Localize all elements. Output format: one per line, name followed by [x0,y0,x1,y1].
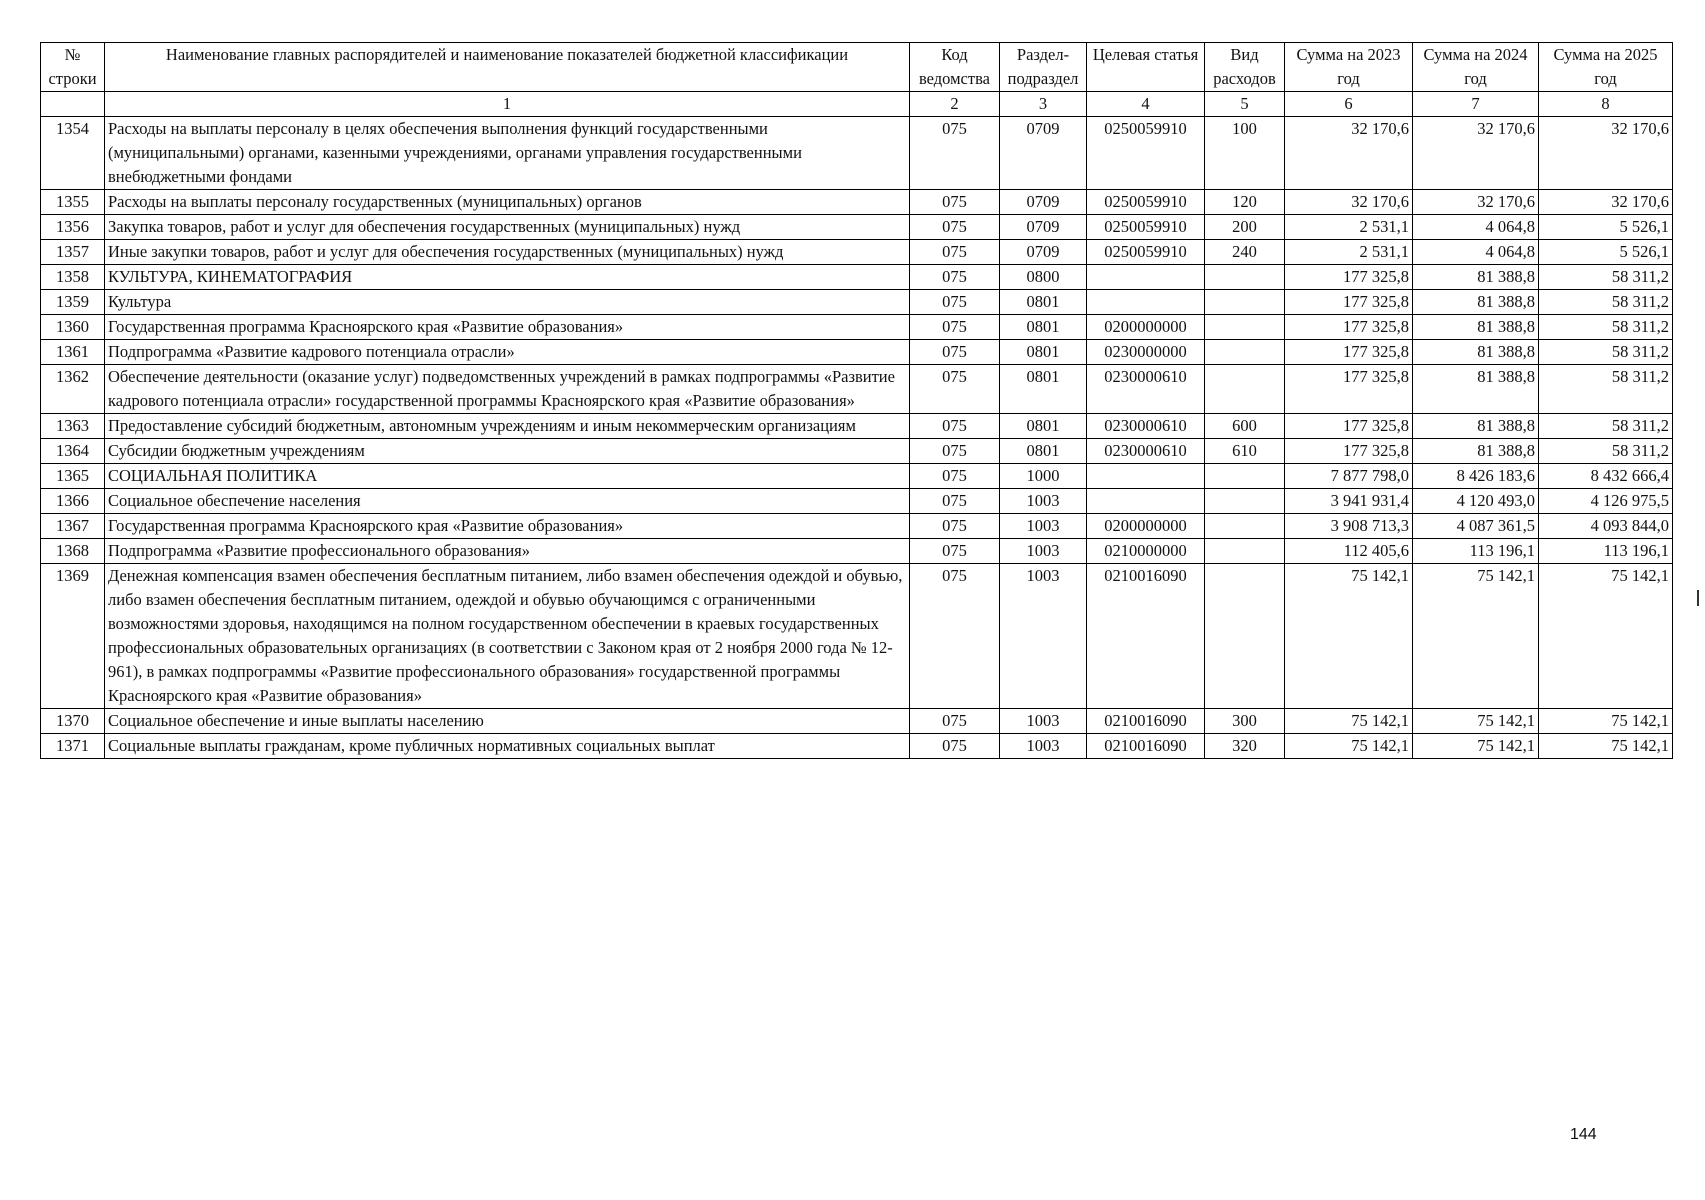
target-cell [1087,464,1205,489]
dept-code-cell: 075 [910,489,1000,514]
budget-table [40,42,1673,759]
row-name-cell: Культура [105,290,910,315]
section-cell: 0709 [1000,215,1087,240]
sum-2023-cell: 7 877 798,0 [1285,464,1413,489]
row-number-cell: 1355 [41,190,105,215]
sum-2024-cell: 4 087 361,5 [1413,514,1539,539]
row-number-cell: 1357 [41,240,105,265]
sum-2025-cell: 75 142,1 [1539,709,1673,734]
expense-type-cell [1205,564,1285,709]
table-row [41,709,1673,734]
sum-2024-cell: 113 196,1 [1413,539,1539,564]
dept-code-cell: 075 [910,414,1000,439]
section-cell: 1003 [1000,564,1087,709]
dept-code-cell: 075 [910,539,1000,564]
table-row [41,290,1673,315]
sum-2024-cell: 81 388,8 [1413,315,1539,340]
row-name-cell: Подпрограмма «Развитие кадрового потенциала отрасли» [105,340,910,365]
expense-type-cell [1205,265,1285,290]
section-cell: 1003 [1000,539,1087,564]
row-number-cell: 1358 [41,265,105,290]
sum-2025-cell: 4 093 844,0 [1539,514,1673,539]
table-row [41,489,1673,514]
target-cell: 0210000000 [1087,539,1205,564]
row-number-cell: 1356 [41,215,105,240]
sum-2023-cell: 177 325,8 [1285,365,1413,414]
dept-code-cell: 075 [910,514,1000,539]
dept-code-cell: 075 [910,734,1000,759]
dept-code-cell: 075 [910,564,1000,709]
row-number-cell: 1354 [41,117,105,190]
sum-2025-cell: 58 311,2 [1539,414,1673,439]
table-row [41,539,1673,564]
column-number-row [41,92,1673,117]
dept-code-cell: 075 [910,340,1000,365]
expense-type-cell [1205,464,1285,489]
expense-type-cell: 120 [1205,190,1285,215]
table-row [41,240,1673,265]
row-number-cell: 1368 [41,539,105,564]
sum-2023-cell: 112 405,6 [1285,539,1413,564]
row-name-cell: Социальное обеспечение населения [105,489,910,514]
section-cell: 0709 [1000,190,1087,215]
sum-2024-cell: 8 426 183,6 [1413,464,1539,489]
target-cell [1087,489,1205,514]
dept-code-cell: 075 [910,315,1000,340]
header-sum-2025: Сумма на 2025 год [1539,43,1673,92]
expense-type-cell: 320 [1205,734,1285,759]
target-cell: 0200000000 [1087,514,1205,539]
target-cell [1087,265,1205,290]
section-cell: 0801 [1000,290,1087,315]
sum-2024-cell: 81 388,8 [1413,265,1539,290]
sum-2023-cell: 2 531,1 [1285,215,1413,240]
target-cell: 0210016090 [1087,564,1205,709]
row-number-cell: 1371 [41,734,105,759]
table-row [41,439,1673,464]
row-name-cell: КУЛЬТУРА, КИНЕМАТОГРАФИЯ [105,265,910,290]
row-name-cell: Иные закупки товаров, работ и услуг для обеспечения государственных (муниципальных) нужд [105,240,910,265]
expense-type-cell [1205,539,1285,564]
row-number-cell: 1364 [41,439,105,464]
row-name-cell: Социальные выплаты гражданам, кроме публичных нормативных социальных выплат [105,734,910,759]
dept-code-cell: 075 [910,290,1000,315]
table-row [41,734,1673,759]
dept-code-cell: 075 [910,709,1000,734]
margin-mark [1697,590,1699,606]
row-number-cell: 1361 [41,340,105,365]
sum-2025-cell: 58 311,2 [1539,439,1673,464]
sum-2023-cell: 177 325,8 [1285,315,1413,340]
section-cell: 0801 [1000,439,1087,464]
target-cell: 0250059910 [1087,190,1205,215]
target-cell: 0210016090 [1087,734,1205,759]
table-body [41,117,1673,759]
sum-2024-cell: 81 388,8 [1413,414,1539,439]
sum-2025-cell: 8 432 666,4 [1539,464,1673,489]
section-cell: 0801 [1000,414,1087,439]
dept-code-cell: 075 [910,265,1000,290]
sum-2025-cell: 58 311,2 [1539,315,1673,340]
column-number: 7 [1413,92,1539,117]
column-number [41,92,105,117]
table-row [41,464,1673,489]
section-cell: 0709 [1000,117,1087,190]
sum-2024-cell: 75 142,1 [1413,709,1539,734]
table-row [41,117,1673,190]
dept-code-cell: 075 [910,215,1000,240]
sum-2024-cell: 81 388,8 [1413,290,1539,315]
dept-code-cell: 075 [910,190,1000,215]
section-cell: 1003 [1000,514,1087,539]
table-row [41,564,1673,709]
sum-2025-cell: 75 142,1 [1539,734,1673,759]
section-cell: 1003 [1000,709,1087,734]
header-expense-type: Вид расходов [1205,43,1285,92]
row-name-cell: Денежная компенсация взамен обеспечения бесплатным питанием, либо взамен обеспечения одеждой и обувью, либо взамен обеспечения бесплатным питанием, одеждой и обувью обучающимся с ограниченными возможностями здоровья, находящимся на полном государственном обеспечении в краевых государственных профессиональных образовательных организациях (в соответствии с Законом края от 2 ноября 2000 года № 12-961), в рамках подпрограммы «Развитие профессионального образования» государственной программы Красноярского края «Развитие образования» [105,564,910,709]
header-sum-2023: Сумма на 2023 год [1285,43,1413,92]
dept-code-cell: 075 [910,365,1000,414]
sum-2025-cell: 5 526,1 [1539,240,1673,265]
target-cell: 0230000610 [1087,414,1205,439]
row-name-cell: СОЦИАЛЬНАЯ ПОЛИТИКА [105,464,910,489]
sum-2024-cell: 32 170,6 [1413,117,1539,190]
sum-2025-cell: 32 170,6 [1539,117,1673,190]
table-row [41,365,1673,414]
expense-type-cell: 300 [1205,709,1285,734]
row-name-cell: Социальное обеспечение и иные выплаты населению [105,709,910,734]
table-row [41,190,1673,215]
sum-2024-cell: 4 064,8 [1413,215,1539,240]
row-number-cell: 1367 [41,514,105,539]
page-number: 144 [1570,1126,1597,1143]
header-dept-code: Код ведомства [910,43,1000,92]
column-number: 2 [910,92,1000,117]
dept-code-cell: 075 [910,439,1000,464]
table-row [41,265,1673,290]
sum-2023-cell: 2 531,1 [1285,240,1413,265]
sum-2023-cell: 3 941 931,4 [1285,489,1413,514]
sum-2024-cell: 81 388,8 [1413,340,1539,365]
sum-2025-cell: 58 311,2 [1539,340,1673,365]
table-header [41,43,1673,117]
expense-type-cell [1205,365,1285,414]
row-name-cell: Предоставление субсидий бюджетным, автономным учреждениям и иным некоммерческим организациям [105,414,910,439]
row-name-cell: Государственная программа Красноярского края «Развитие образования» [105,514,910,539]
row-number-cell: 1365 [41,464,105,489]
column-number: 4 [1087,92,1205,117]
sum-2023-cell: 75 142,1 [1285,709,1413,734]
column-number: 8 [1539,92,1673,117]
row-number-cell: 1370 [41,709,105,734]
sum-2025-cell: 58 311,2 [1539,265,1673,290]
section-cell: 0800 [1000,265,1087,290]
row-name-cell: Обеспечение деятельности (оказание услуг) подведомственных учреждений в рамках подпрограммы «Развитие кадрового потенциала отрасли» государственной программы Красноярского края «Развитие образования» [105,365,910,414]
sum-2024-cell: 75 142,1 [1413,564,1539,709]
header-section: Раздел-подраздел [1000,43,1087,92]
section-cell: 1003 [1000,734,1087,759]
sum-2025-cell: 32 170,6 [1539,190,1673,215]
target-cell: 0250059910 [1087,117,1205,190]
sum-2023-cell: 32 170,6 [1285,117,1413,190]
target-cell: 0230000000 [1087,340,1205,365]
sum-2025-cell: 113 196,1 [1539,539,1673,564]
row-number-cell: 1359 [41,290,105,315]
sum-2024-cell: 81 388,8 [1413,365,1539,414]
column-number: 1 [105,92,910,117]
expense-type-cell [1205,315,1285,340]
expense-type-cell [1205,340,1285,365]
target-cell [1087,290,1205,315]
expense-type-cell [1205,489,1285,514]
row-name-cell: Расходы на выплаты персоналу государственных (муниципальных) органов [105,190,910,215]
sum-2023-cell: 177 325,8 [1285,439,1413,464]
row-number-cell: 1363 [41,414,105,439]
sum-2023-cell: 177 325,8 [1285,265,1413,290]
header-row [41,43,1673,92]
sum-2025-cell: 58 311,2 [1539,290,1673,315]
expense-type-cell: 610 [1205,439,1285,464]
column-number: 3 [1000,92,1087,117]
sum-2025-cell: 5 526,1 [1539,215,1673,240]
sum-2024-cell: 4 120 493,0 [1413,489,1539,514]
section-cell: 1000 [1000,464,1087,489]
row-number-cell: 1366 [41,489,105,514]
target-cell: 0230000610 [1087,365,1205,414]
table-row [41,514,1673,539]
dept-code-cell: 075 [910,240,1000,265]
row-number-cell: 1360 [41,315,105,340]
header-name: Наименование главных распорядителей и наименование показателей бюджетной классификации [105,43,910,92]
section-cell: 0801 [1000,365,1087,414]
row-number-cell: 1362 [41,365,105,414]
expense-type-cell: 100 [1205,117,1285,190]
target-cell: 0250059910 [1087,240,1205,265]
sum-2023-cell: 3 908 713,3 [1285,514,1413,539]
sum-2024-cell: 32 170,6 [1413,190,1539,215]
section-cell: 1003 [1000,489,1087,514]
header-target: Целевая статья [1087,43,1205,92]
sum-2025-cell: 4 126 975,5 [1539,489,1673,514]
row-name-cell: Закупка товаров, работ и услуг для обеспечения государственных (муниципальных) нужд [105,215,910,240]
header-sum-2024: Сумма на 2024 год [1413,43,1539,92]
section-cell: 0709 [1000,240,1087,265]
header-row-no: № строки [41,43,105,92]
row-name-cell: Подпрограмма «Развитие профессионального образования» [105,539,910,564]
column-number: 6 [1285,92,1413,117]
row-name-cell: Государственная программа Красноярского края «Развитие образования» [105,315,910,340]
expense-type-cell [1205,514,1285,539]
dept-code-cell: 075 [910,117,1000,190]
table-row [41,315,1673,340]
target-cell: 0210016090 [1087,709,1205,734]
row-name-cell: Субсидии бюджетным учреждениям [105,439,910,464]
dept-code-cell: 075 [910,464,1000,489]
sum-2023-cell: 177 325,8 [1285,290,1413,315]
sum-2023-cell: 75 142,1 [1285,734,1413,759]
sum-2024-cell: 75 142,1 [1413,734,1539,759]
target-cell: 0230000610 [1087,439,1205,464]
expense-type-cell: 600 [1205,414,1285,439]
expense-type-cell: 240 [1205,240,1285,265]
table-row [41,215,1673,240]
target-cell: 0200000000 [1087,315,1205,340]
sum-2025-cell: 75 142,1 [1539,564,1673,709]
sum-2024-cell: 81 388,8 [1413,439,1539,464]
expense-type-cell: 200 [1205,215,1285,240]
sum-2025-cell: 58 311,2 [1539,365,1673,414]
target-cell: 0250059910 [1087,215,1205,240]
expense-type-cell [1205,290,1285,315]
sum-2023-cell: 75 142,1 [1285,564,1413,709]
column-number: 5 [1205,92,1285,117]
sum-2024-cell: 4 064,8 [1413,240,1539,265]
table-row [41,414,1673,439]
section-cell: 0801 [1000,340,1087,365]
sum-2023-cell: 177 325,8 [1285,340,1413,365]
table-row [41,340,1673,365]
row-number-cell: 1369 [41,564,105,709]
sum-2023-cell: 177 325,8 [1285,414,1413,439]
section-cell: 0801 [1000,315,1087,340]
sum-2023-cell: 32 170,6 [1285,190,1413,215]
row-name-cell: Расходы на выплаты персоналу в целях обеспечения выполнения функций государственными (муниципальными) органами, казенными учреждениями, органами управления государственными внебюджетными фондами [105,117,910,190]
